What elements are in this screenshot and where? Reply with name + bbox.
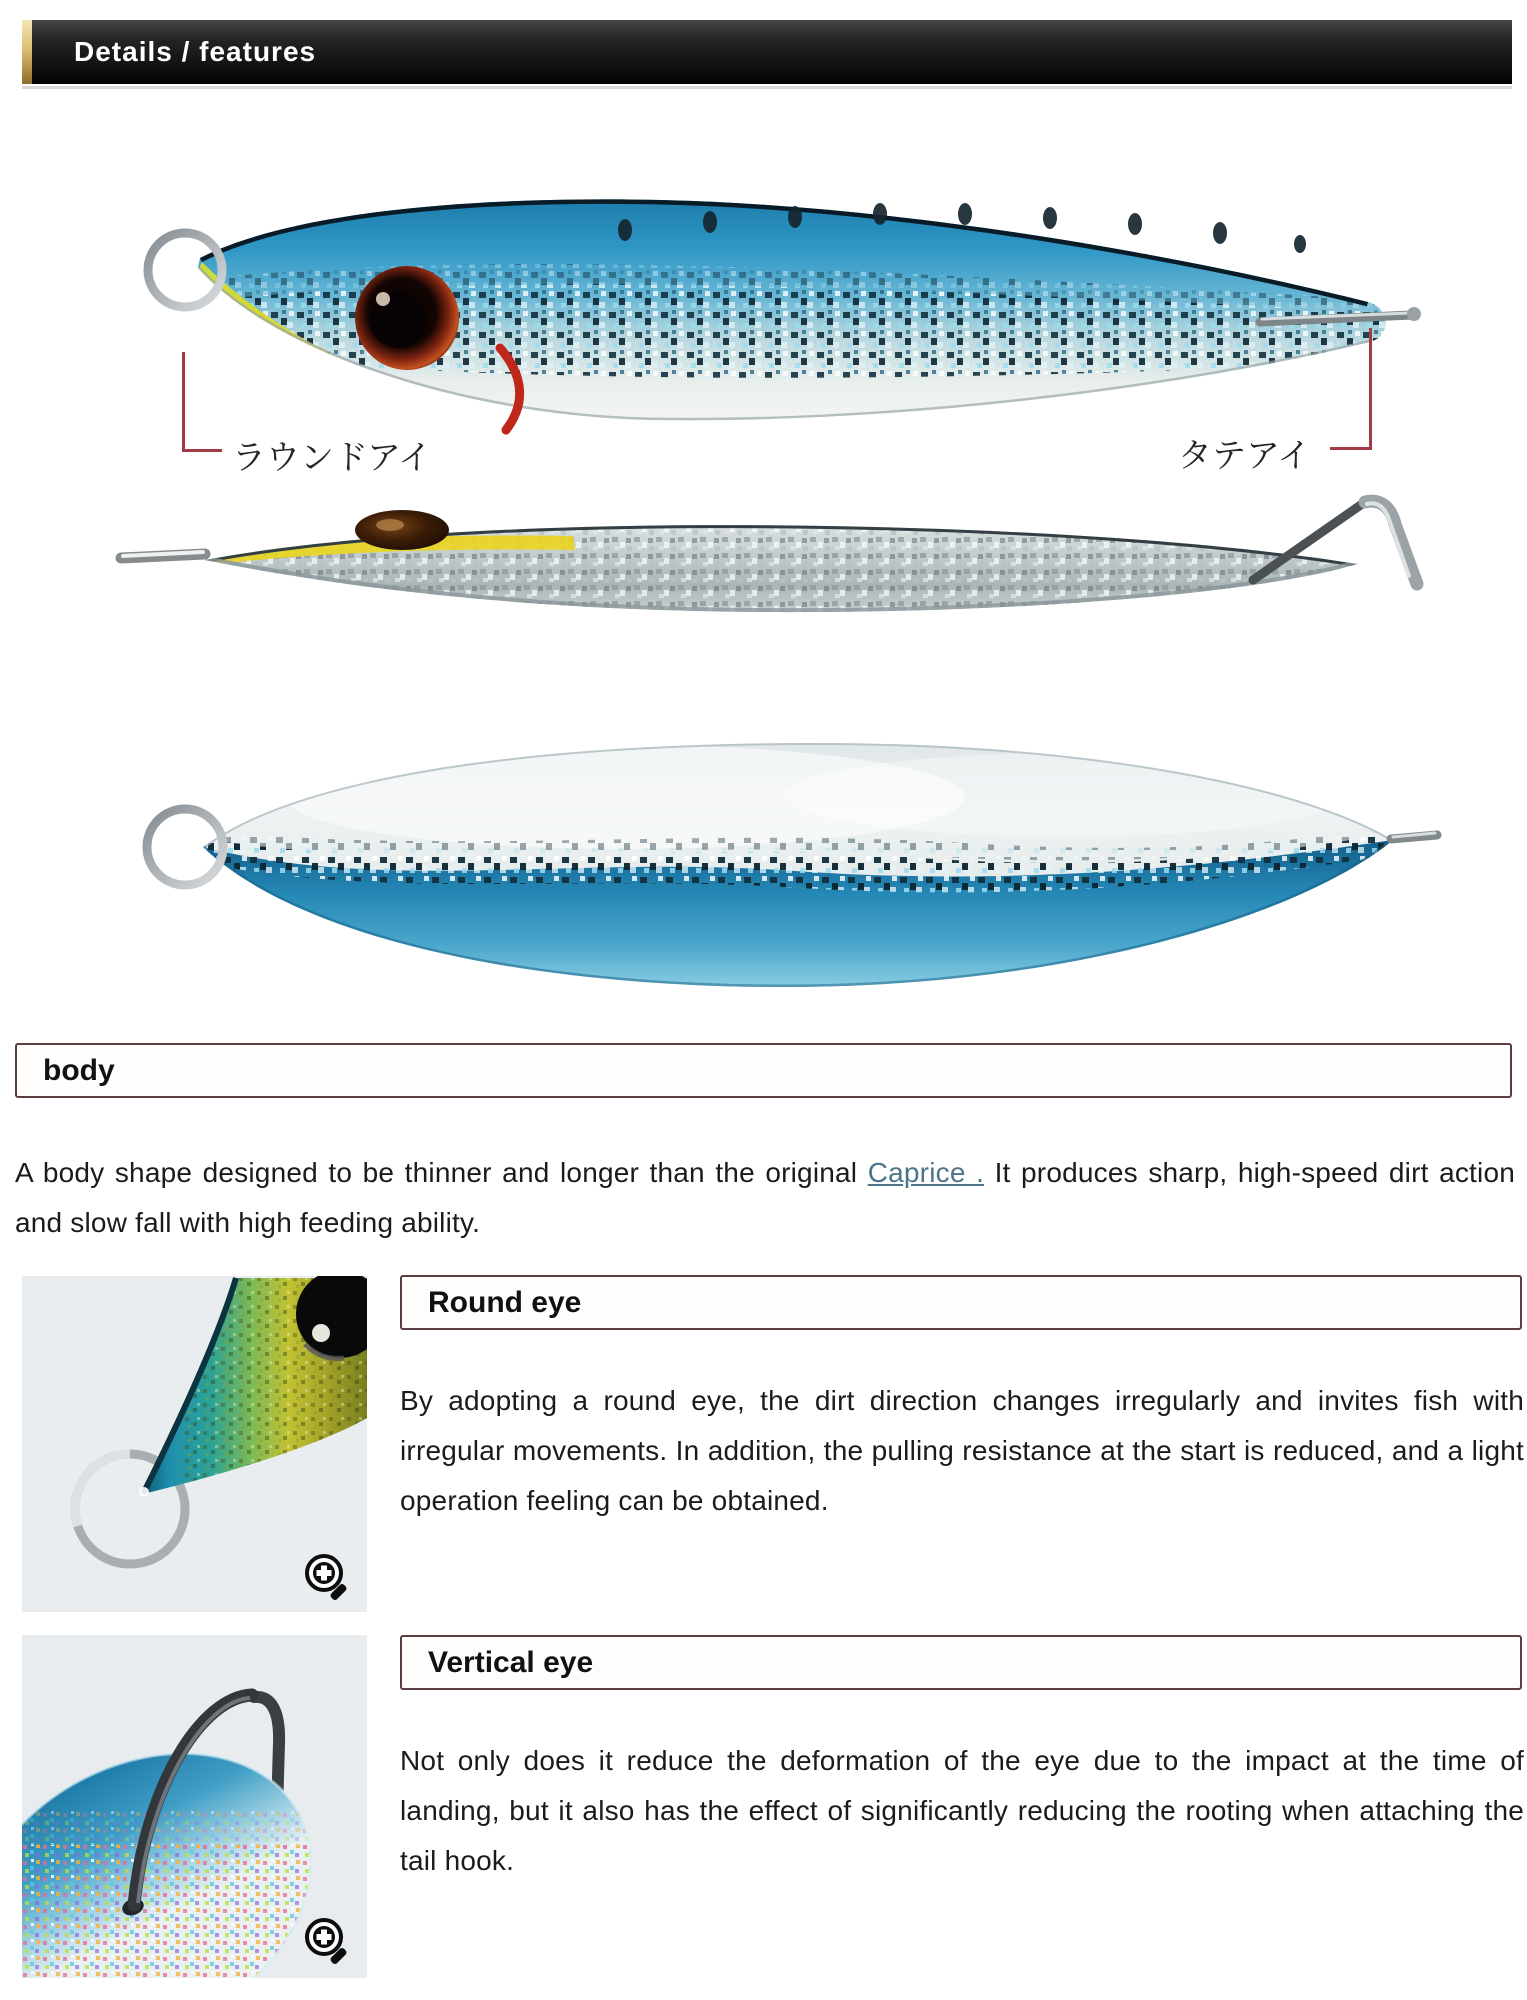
callout-line-round-eye-vertical	[182, 352, 185, 452]
zoom-icon[interactable]	[303, 1552, 351, 1606]
callout-line-vertical-eye-vertical	[1369, 328, 1372, 450]
vertical-eye-title: Vertical eye	[428, 1645, 594, 1679]
body-text-after-link: It produces sharp, high-speed dirt action and slow fall with high feeding ability.	[15, 1157, 1515, 1238]
body-section-paragraph	[15, 1148, 1515, 1248]
round-eye-section-header	[400, 1275, 1522, 1330]
callout-line-round-eye-horizontal	[182, 449, 222, 452]
vertical-eye-paragraph: Not only does it reduce the deformation of the eye due to the impact at the time of landing, but it also has the effect of significantly reducing the rooting when attaching the tail hook.	[400, 1745, 1524, 1876]
round-eye-paragraph: By adopting a round eye, the dirt direction changes irregularly and invites fish with irregular movements. In addition, the pulling resistance at the start is reduced, and a light operation feeling can be obtained.	[400, 1385, 1524, 1516]
lure-eye-closeup	[296, 1276, 367, 1358]
vertical-eye-jp-label: タテアイ	[1178, 437, 1311, 475]
vertical-eye-section-header	[400, 1635, 1522, 1690]
lure-eye	[355, 266, 459, 370]
gold-accent-stripe	[22, 20, 32, 84]
callout-line-vertical-eye-horizontal	[1330, 447, 1372, 450]
tail-pin-bottom	[1391, 833, 1437, 839]
nose-pin	[121, 552, 205, 558]
page-title: Details / features	[74, 36, 317, 67]
body-text-before-link: A body shape designed to be thinner and longer than the original	[15, 1157, 868, 1188]
lure-bottom-view-image	[145, 735, 1445, 1010]
zoom-icon[interactable]	[303, 1916, 351, 1970]
caprice-link[interactable]: Caprice .	[867, 1157, 985, 1188]
round-eye-jp-label: ラウンドアイ	[232, 439, 432, 477]
section-header-bar	[22, 20, 1512, 84]
lure-eye-top	[355, 510, 449, 550]
lure-top-view-image	[105, 488, 1435, 638]
body-section-title: body	[43, 1053, 115, 1087]
body-section-header	[15, 1043, 1512, 1098]
round-eye-title: Round eye	[428, 1285, 582, 1319]
header-divider	[22, 86, 1512, 89]
